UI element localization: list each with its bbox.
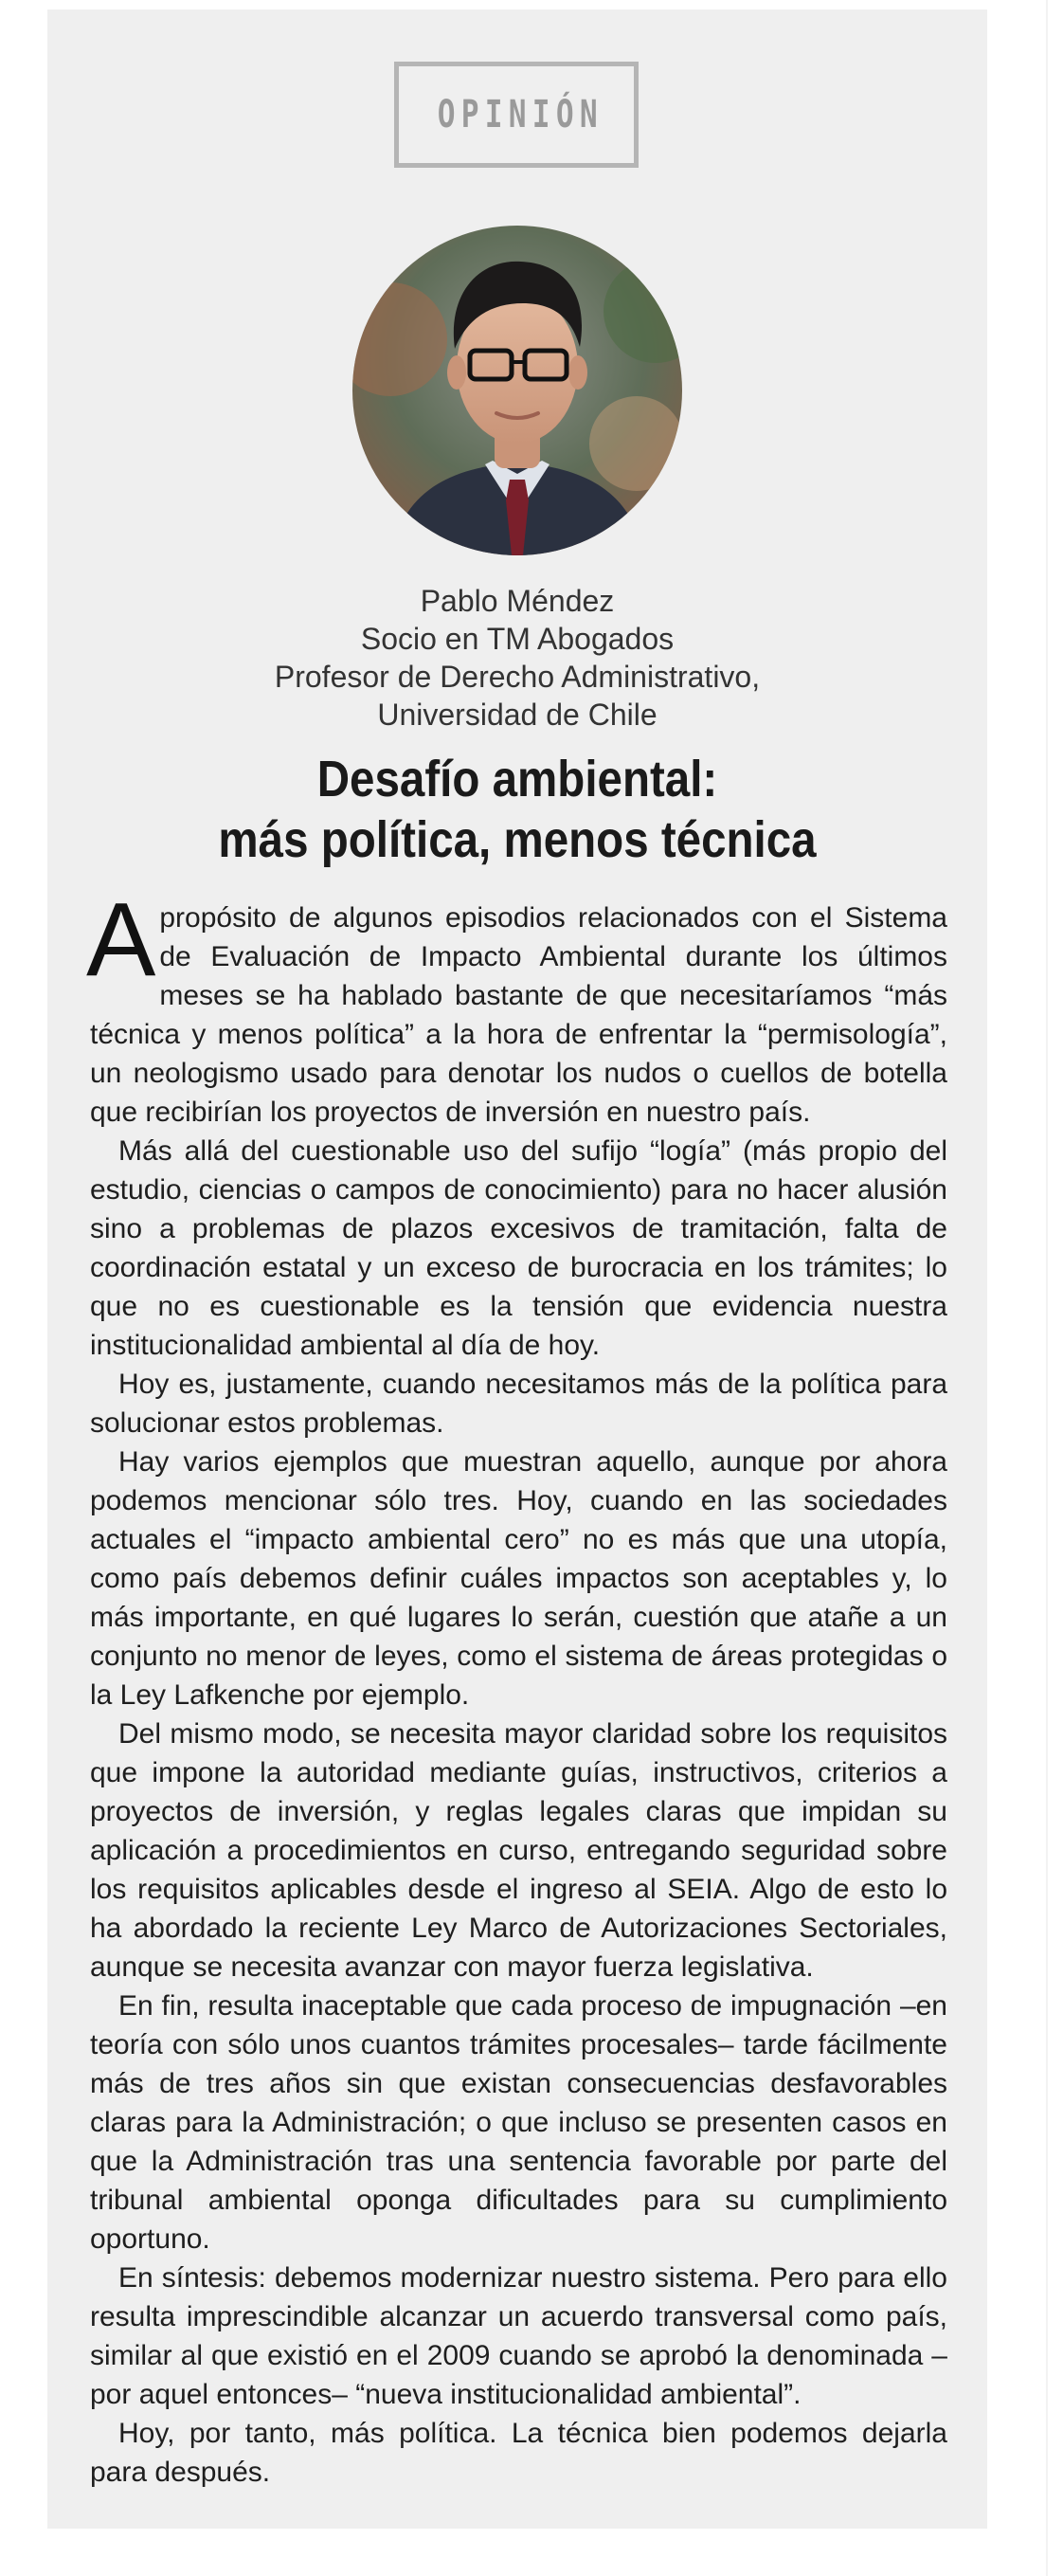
article-paragraph: Hoy es, justamente, cuando necesitamos más de la política para solucionar estos problemas.	[90, 1369, 947, 1439]
article-title-line-1: Desafío ambiental:	[316, 751, 718, 807]
article-paragraph: En fin, resulta inaceptable que cada proceso de impugnación –en teoría con sólo unos cuantos trámites procesales– tarde fácilmente más de tres años sin que existan consecuencias desfavorables claras para la Administración; o que incluso se presenten casos en que la Administración tras una sentencia favorable por parte del tribunal ambiental oponga dificultades para su cumplimiento oportuno.	[90, 1990, 947, 2255]
article-paragraph: Hay varios ejemplos que muestran aquello, aunque por ahora podemos mencionar sólo tres. Hoy, cuando en las sociedades actuales el “impacto ambiental cero” no es más que una utopía, como país debemos definir cuáles impactos son aceptables y, lo más importante, en qué lugares lo serán, cuestión que atañe a un conjunto no menor de leyes, como el sistema de áreas protegidas o la Ley Lafkenche por ejemplo.	[90, 1446, 947, 1711]
author-institution: Universidad de Chile	[377, 698, 658, 732]
article-paragraph: Del mismo modo, se necesita mayor claridad sobre los requisitos que impone la autoridad mediante guías, instructivos, criterios a proyectos de inversión, y reglas legales claras que impidan su aplicación a procedimientos en curso, entregando seguridad sobre los requisitos aplicables desde el ingreso al SEIA. Algo de esto lo ha abordado la reciente Ley Marco de Autorizaciones Sectoriales, aunque se necesita avanzar con mayor fuerza legislativa.	[90, 1718, 947, 1983]
article-paragraph: Hoy, por tanto, más política. La técnica bien podemos dejarla para después.	[90, 2418, 947, 2488]
article-paragraph: Apropósito de algunos episodios relacionados con el Sistema de Evaluación de Impacto Ambiental durante los últimos meses se ha hablado bastante de que necesitaríamos “más técnica y menos política” a la hora de enfrentar la “permisología”, un neologismo usado para denotar los nudos o cuellos de botella que recibirían los proyectos de inversión en nuestro país.	[86, 881, 947, 1128]
article-title	[104, 749, 931, 870]
article-title-line-2: más política, menos técnica	[218, 811, 817, 868]
page-edge-rule	[1046, 0, 1048, 2576]
author-photo	[352, 226, 682, 555]
author-role: Socio en TM Abogados	[360, 622, 675, 656]
author-name: Pablo Méndez	[420, 584, 615, 618]
article-panel	[47, 9, 987, 2529]
author-block	[47, 582, 987, 734]
article-paragraph: En síntesis: debemos modernizar nuestro sistema. Pero para ello resulta imprescindible alcanzar un acuerdo transversal como país, similar al que existió en el 2009 cuando se aprobó la denominada –por aquel entonces– “nueva institucionalidad ambiental”.	[90, 2262, 947, 2410]
article-paragraph: Más allá del cuestionable uso del sufijo “logía” (más propio del estudio, ciencias o campos de conocimiento) para no hacer alusión sino a problemas de plazos excesivos de tramitación, falta de coordinación estatal y un exceso de burocracia en los trámites; lo que no es cuestionable es la tensión que evidencia nuestra institucionalidad ambiental al día de hoy.	[90, 1135, 947, 1361]
section-tag	[394, 62, 639, 168]
article-body	[86, 881, 947, 2492]
author-position: Profesor de Derecho Administrativo,	[274, 660, 761, 694]
drop-cap: A	[86, 881, 156, 998]
section-tag-label: OPINIÓN	[437, 93, 604, 136]
